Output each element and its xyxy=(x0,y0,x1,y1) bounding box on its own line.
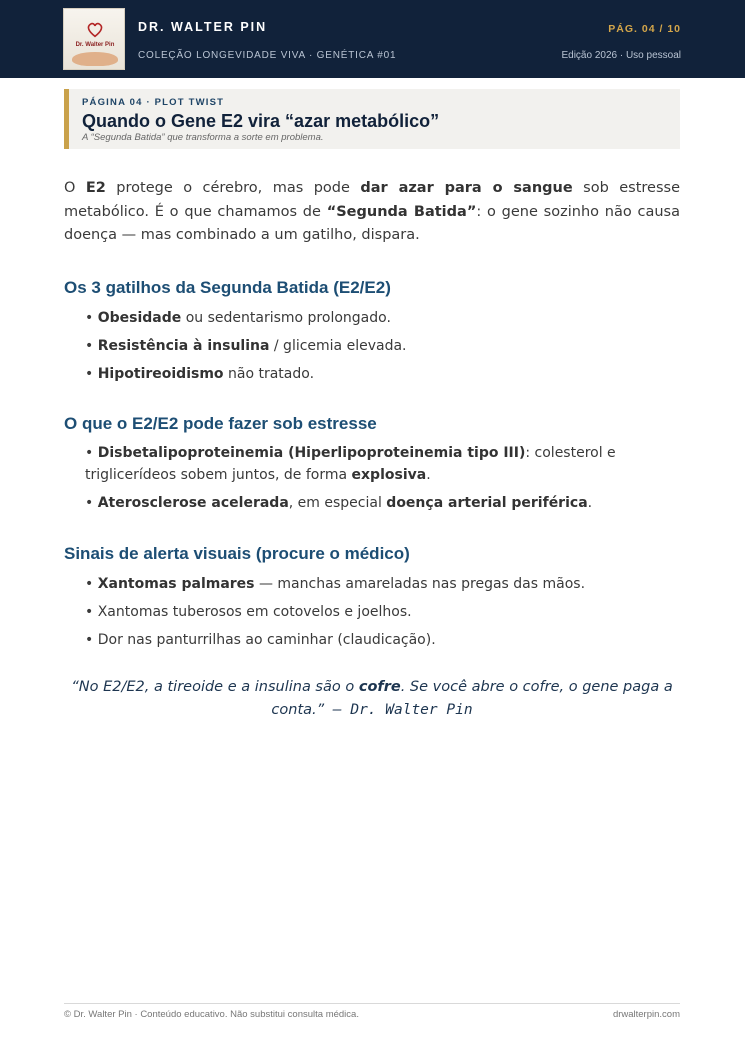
item-bold: Hipotireoidismo xyxy=(97,366,224,382)
list-item: • Dor nas panturrilhas ao caminhar (claudicação). xyxy=(85,632,436,648)
edition-label: Edição 2026 · Uso pessoal xyxy=(561,50,681,61)
heart-icon xyxy=(86,21,104,39)
item-text: . xyxy=(587,495,593,511)
page-title: Quando o Gene E2 vira “azar metabólico” xyxy=(82,111,440,131)
intro-text: : o gene sozinho não causa doença — mas combinado a um gatilho, dispara. xyxy=(64,203,680,243)
footer-divider xyxy=(64,1003,680,1004)
list-item: • Obesidade ou sedentarismo prolongado. xyxy=(85,310,391,326)
section-heading-warning-signs: Sinais de alerta visuais (procure o médico) xyxy=(64,544,410,563)
item-bold: Aterosclerose acelerada xyxy=(97,495,289,511)
list-item: • Hipotireoidismo não tratado. xyxy=(85,366,315,382)
intro-text: sob estresse metabólico. É o que chamamos de xyxy=(64,180,680,220)
collection-label: COLEÇÃO LONGEVIDADE VIVA · GENÉTICA #01 xyxy=(138,50,397,61)
item-text: : colesterol e triglicerídeos sobem juntos, de forma xyxy=(85,445,616,483)
list-item: • Disbetalipoproteinemia (Hiperlipoproteinemia tipo III): colesterol e triglicerídeos sobem juntos, de forma explosiva. xyxy=(85,445,616,483)
item-text: — manchas amareladas nas pregas das mãos. xyxy=(254,576,586,592)
footer-disclaimer: © Dr. Walter Pin · Conteúdo educativo. Não substitui consulta médica. xyxy=(64,1009,359,1020)
intro-text: protege o cérebro, mas pode xyxy=(105,180,361,196)
item-text: ou sedentarismo prolongado. xyxy=(181,310,391,326)
intro-bold: “Segunda Batida” xyxy=(326,203,477,220)
section-heading-triggers: Os 3 gatilhos da Segunda Batida (E2/E2) xyxy=(64,278,391,297)
hand-icon xyxy=(72,52,118,66)
intro-text: O xyxy=(64,180,86,196)
intro-bold: dar azar para o sangue xyxy=(360,180,573,196)
item-text: / glicemia elevada. xyxy=(269,338,407,354)
logo xyxy=(63,8,125,70)
page-title-callout xyxy=(64,89,680,149)
item-bold: Disbetalipoproteinemia (Hiperlipoproteinemia tipo III) xyxy=(97,445,526,461)
intro-paragraph xyxy=(64,177,680,248)
item-text: não tratado. xyxy=(223,366,315,382)
item-text: . xyxy=(426,467,431,483)
page-number: PÁG. 04 / 10 xyxy=(608,23,681,35)
logo-text: Dr. Walter Pin xyxy=(75,42,115,48)
item-bold: doença arterial periférica xyxy=(386,495,588,511)
item-bold: explosiva xyxy=(351,467,427,483)
item-text: Xantomas tuberosos em cotovelos e joelhos. xyxy=(97,604,412,620)
item-bold: Obesidade xyxy=(97,310,182,326)
page-subtitle: A “Segunda Batida” que transforma a sorte em problema. xyxy=(82,132,324,143)
closing-quote xyxy=(64,676,680,722)
intro-bold: E2 xyxy=(85,180,106,196)
header-bar xyxy=(0,0,745,78)
list-item: • Resistência à insulina / glicemia elevada. xyxy=(85,338,407,354)
page-kicker: PÁGINA 04 · PLOT TWIST xyxy=(82,97,225,108)
list-item: • Xantomas tuberosos em cotovelos e joelhos. xyxy=(85,604,412,620)
list-item: • Aterosclerose acelerada, em especial doença arterial periférica. xyxy=(85,495,593,511)
footer-website-link[interactable]: drwalterpin.com xyxy=(612,1009,680,1020)
quote-signature: — Dr. Walter Pin xyxy=(324,702,473,718)
list-item: • Xantomas palmares — manchas amareladas nas pregas das mãos. xyxy=(85,576,586,592)
item-bold: Xantomas palmares xyxy=(97,576,255,592)
brand-name: DR. WALTER PIN xyxy=(138,20,268,34)
section-heading-effects: O que o E2/E2 pode fazer sob estresse xyxy=(64,414,377,433)
quote-bold: cofre xyxy=(358,679,401,695)
quote-text: . Se você abre o cofre, o gene paga a conta.” xyxy=(271,679,673,718)
item-text: Dor nas panturrilhas ao caminhar (claudicação). xyxy=(97,632,436,648)
item-bold: Resistência à insulina xyxy=(97,338,270,354)
quote-text: “No E2/E2, a tireoide e a insulina são o xyxy=(71,679,359,695)
item-text: , em especial xyxy=(288,495,387,511)
